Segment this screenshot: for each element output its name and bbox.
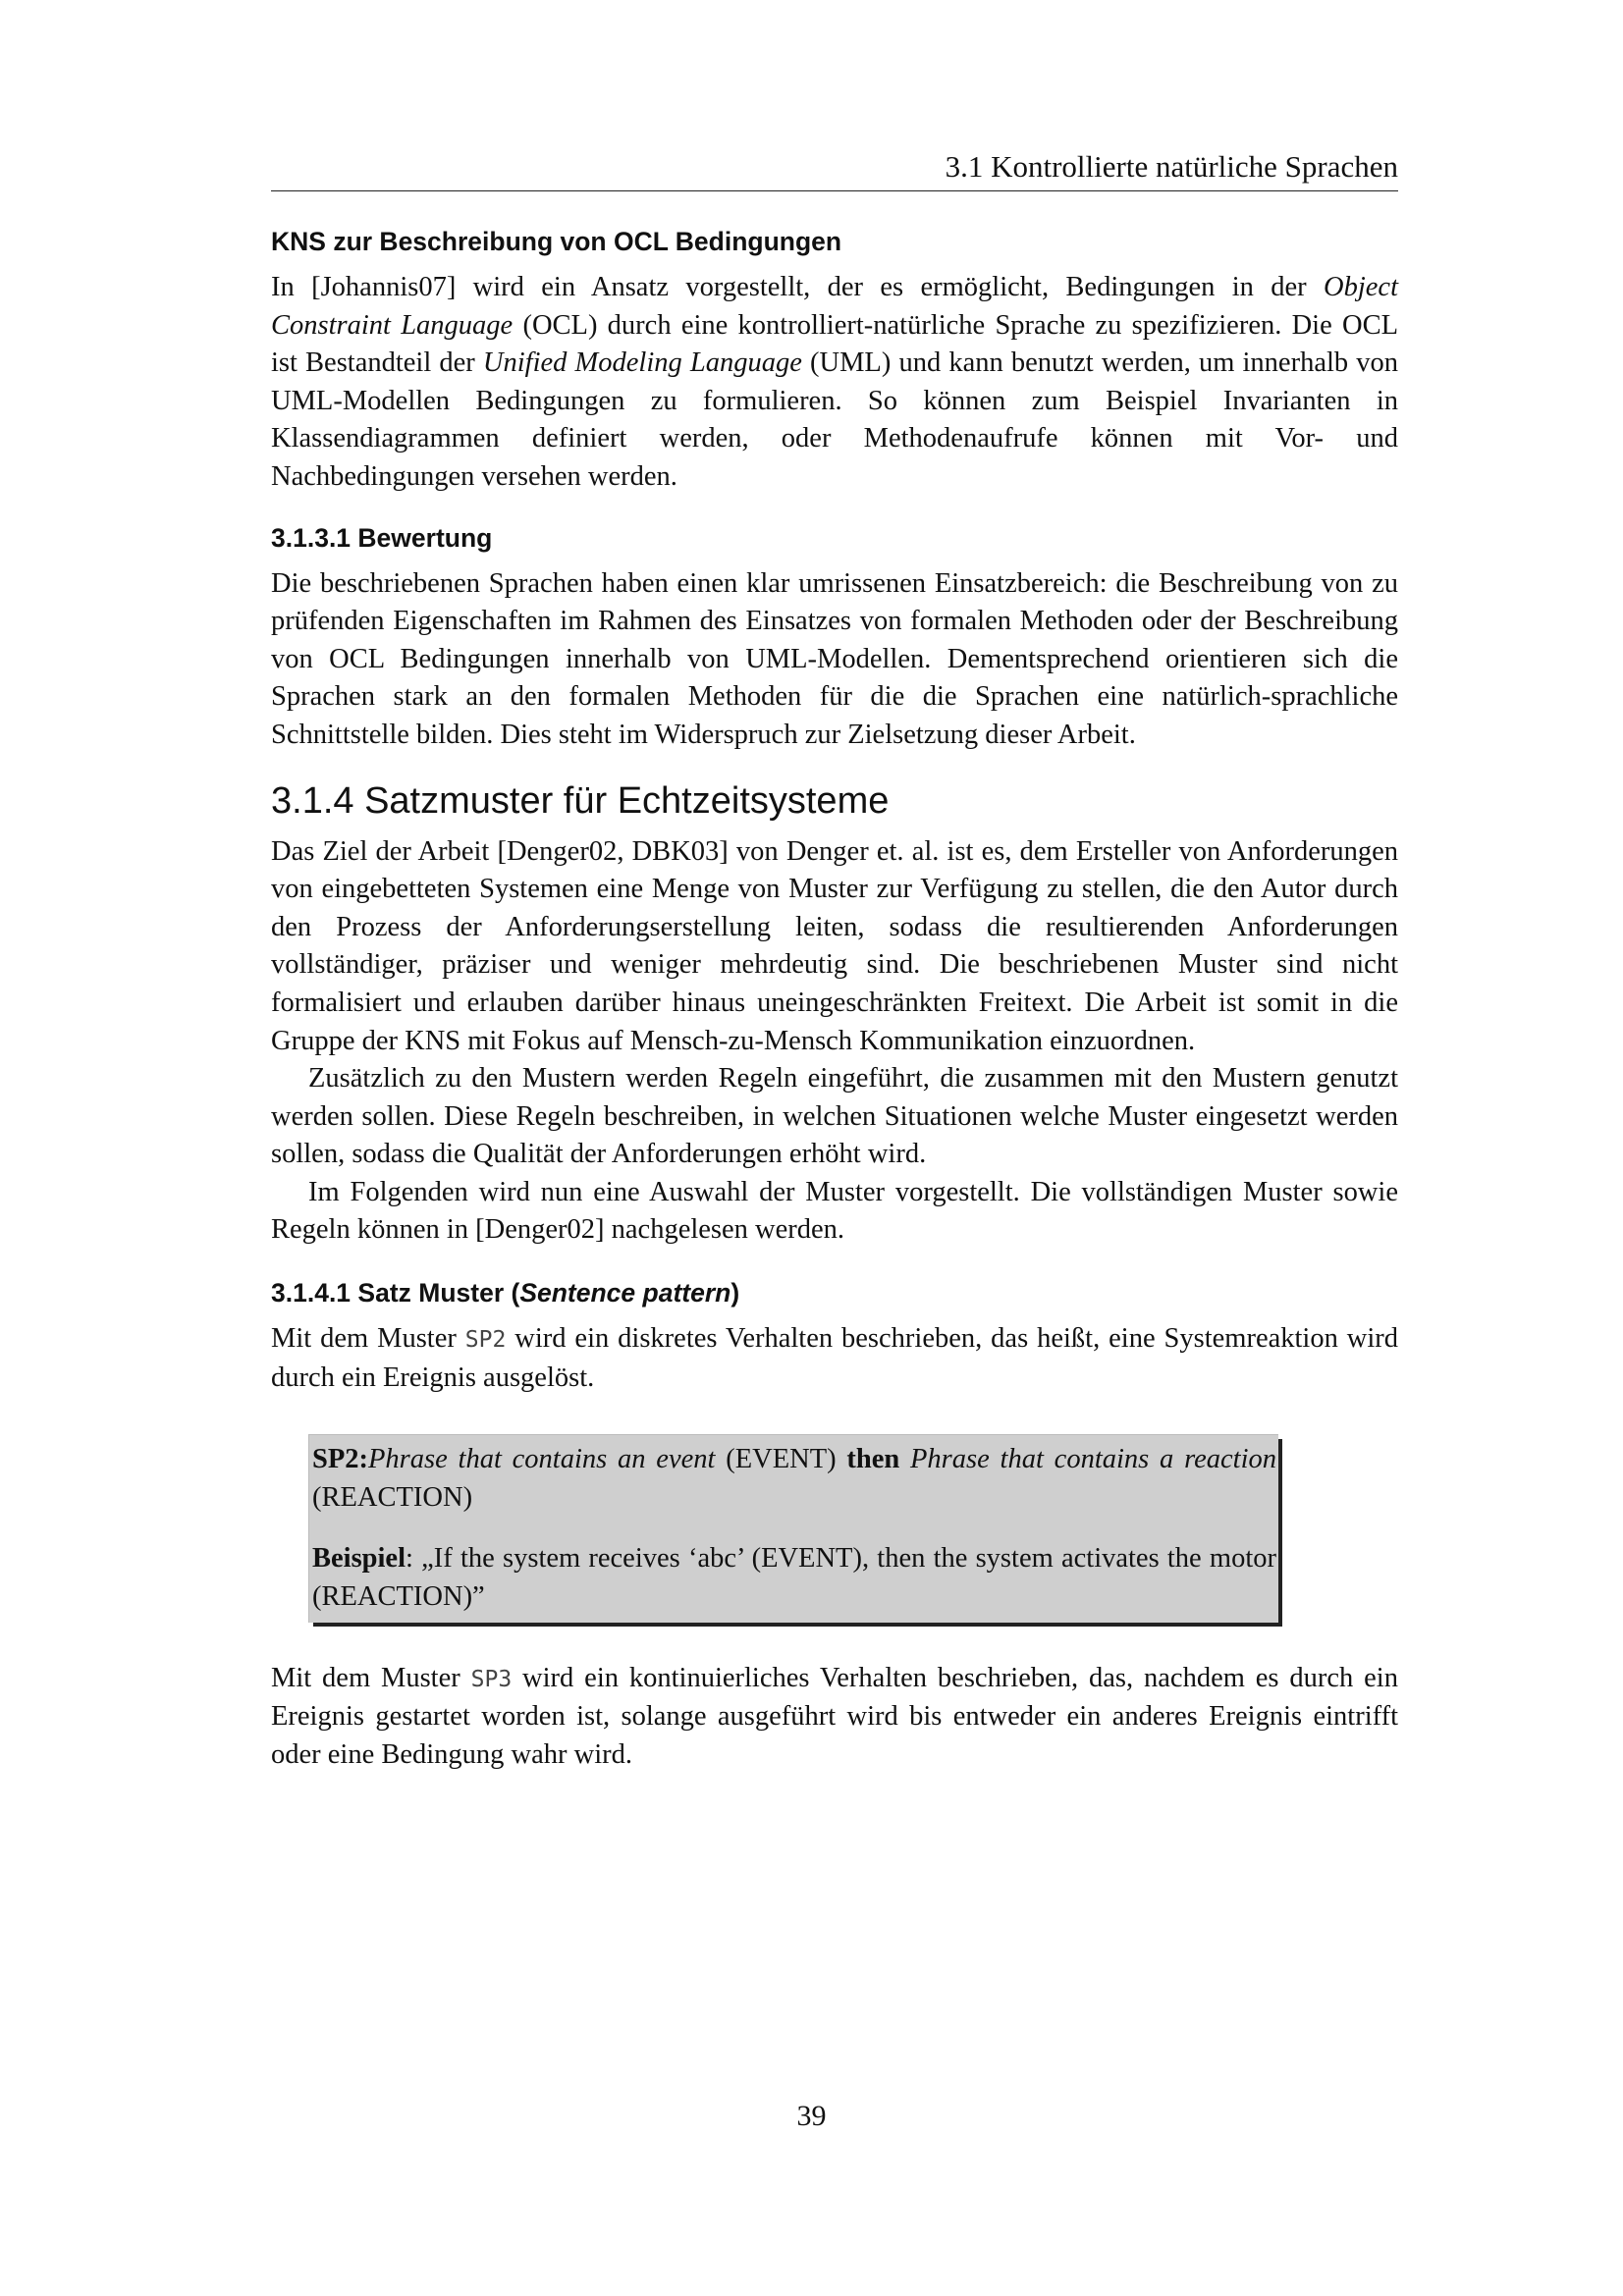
satzmuster-paragraph-3: Im Folgenden wird nun eine Auswahl der Muster vorgestellt. Die vollständigen Muster sowie Regeln können in [Denger02] nachgelesen werden. xyxy=(271,1176,1398,1246)
sp2-example: Beispiel: „If the system receives ‘abc’ (EVENT), then the system activates the motor (REACTION)” xyxy=(312,1543,1276,1613)
uml-term: Unified Modeling Language xyxy=(482,347,802,379)
satzmuster-paragraph-1: Das Ziel der Arbeit [Denger02, DBK03] von Denger et. al. ist es, dem Ersteller von Anforderungen von eingebetteten Systemen eine Menge von Muster zur Verfügung zu stellen, die den Autor durch den Prozess der Anforderungserstellung leiten, sodass die resultierenden Anforderungen vollständiger, präziser und weniger mehrdeutig sind. Die beschriebenen Muster sind nicht formalisiert und erlauben darüber hinaus uneingeschränkten Freitext. Die Arbeit ist somit in die Gruppe der KNS mit Fokus auf Mensch-zu-Mensch Kommunikation einzuordnen. xyxy=(271,835,1398,1056)
kns-ocl-heading: KNS zur Beschreibung von OCL Bedingungen xyxy=(271,227,842,256)
sp2-code: SP2 xyxy=(464,1327,507,1354)
section-3-1-4-1-heading: 3.1.4.1 Satz Muster (Sentence pattern) xyxy=(271,1278,740,1308)
bewertung-paragraph: Die beschriebenen Sprachen haben einen klar umrissenen Einsatzbereich: die Beschreibung von zu prüfenden Eigenschaften im Rahmen des Einsatzes von formalen Methoden oder der Beschreibung von OCL Bedingungen innerhalb von UML-Modellen. Dementsprechend orientieren sich die Sprachen stark an den formalen Methoden für die die Sprachen eine natürlich-sprachliche Schnittstelle bilden. Dies steht im Widerspruch zur Zielsetzung dieser Arbeit. xyxy=(271,567,1398,750)
page-number: 39 xyxy=(796,2100,827,2132)
then-keyword: then xyxy=(846,1444,900,1475)
running-header: 3.1 Kontrollierte natürliche Sprachen xyxy=(271,145,1398,191)
sp2-pattern-definition: SP2:Phrase that contains an event (EVENT) then Phrase that contains a reaction (REACTION) xyxy=(312,1444,1276,1513)
sp2-label: SP2: xyxy=(312,1444,368,1475)
sp2-pattern-box xyxy=(308,1434,1278,1622)
sentence-pattern-term: Sentence pattern xyxy=(519,1278,731,1308)
ocl-term: Object Constraint Language xyxy=(271,272,1398,341)
page-content xyxy=(271,224,1398,1774)
sp3-intro-paragraph: Mit dem Muster SP3 wird ein kontinuierliches Verhalten beschrieben, das, nachdem es durch ein Ereignis gestartet worden ist, solange ausgeführt wird bis entweder ein anderes Ereignis eintrifft oder eine Bedingung wahr wird. xyxy=(271,1662,1398,1770)
sp2-intro-paragraph: Mit dem Muster SP2 wird ein diskretes Verhalten beschrieben, das heißt, eine Systemreaktion wird durch ein Ereignis ausgelöst. xyxy=(271,1323,1398,1393)
kns-ocl-paragraph: In [Johannis07] wird ein Ansatz vorgestellt, der es ermöglicht, Bedingungen in der Object Constraint Language (OCL) durch eine kontrolliert-natürliche Sprache zu spezifizieren. Die OCL ist Bestandteil der Unified Modeling Language (UML) und kann benutzt werden, um innerhalb von UML-Modellen Bedingungen zu formulieren. So können zum Beispiel Invarianten in Klassendiagrammen definiert werden, oder Methodenaufrufe können mit Vor- und Nachbedingungen versehen werden. xyxy=(271,272,1399,492)
satzmuster-paragraph-2: Zusätzlich zu den Mustern werden Regeln eingeführt, die zusammen mit den Mustern genutzt werden sollen. Diese Regeln beschreiben, in welchen Situationen welche Muster eingesetzt werden sollen, sodass die Qualität der Anforderungen erhöht wird. xyxy=(271,1063,1398,1170)
section-3-1-4-heading: 3.1.4 Satzmuster für Echtzeitsysteme xyxy=(271,779,890,822)
section-3-1-3-1-heading: 3.1.3.1 Bewertung xyxy=(271,522,493,553)
example-label: Beispiel xyxy=(312,1543,406,1575)
sp3-code: SP3 xyxy=(470,1666,513,1692)
